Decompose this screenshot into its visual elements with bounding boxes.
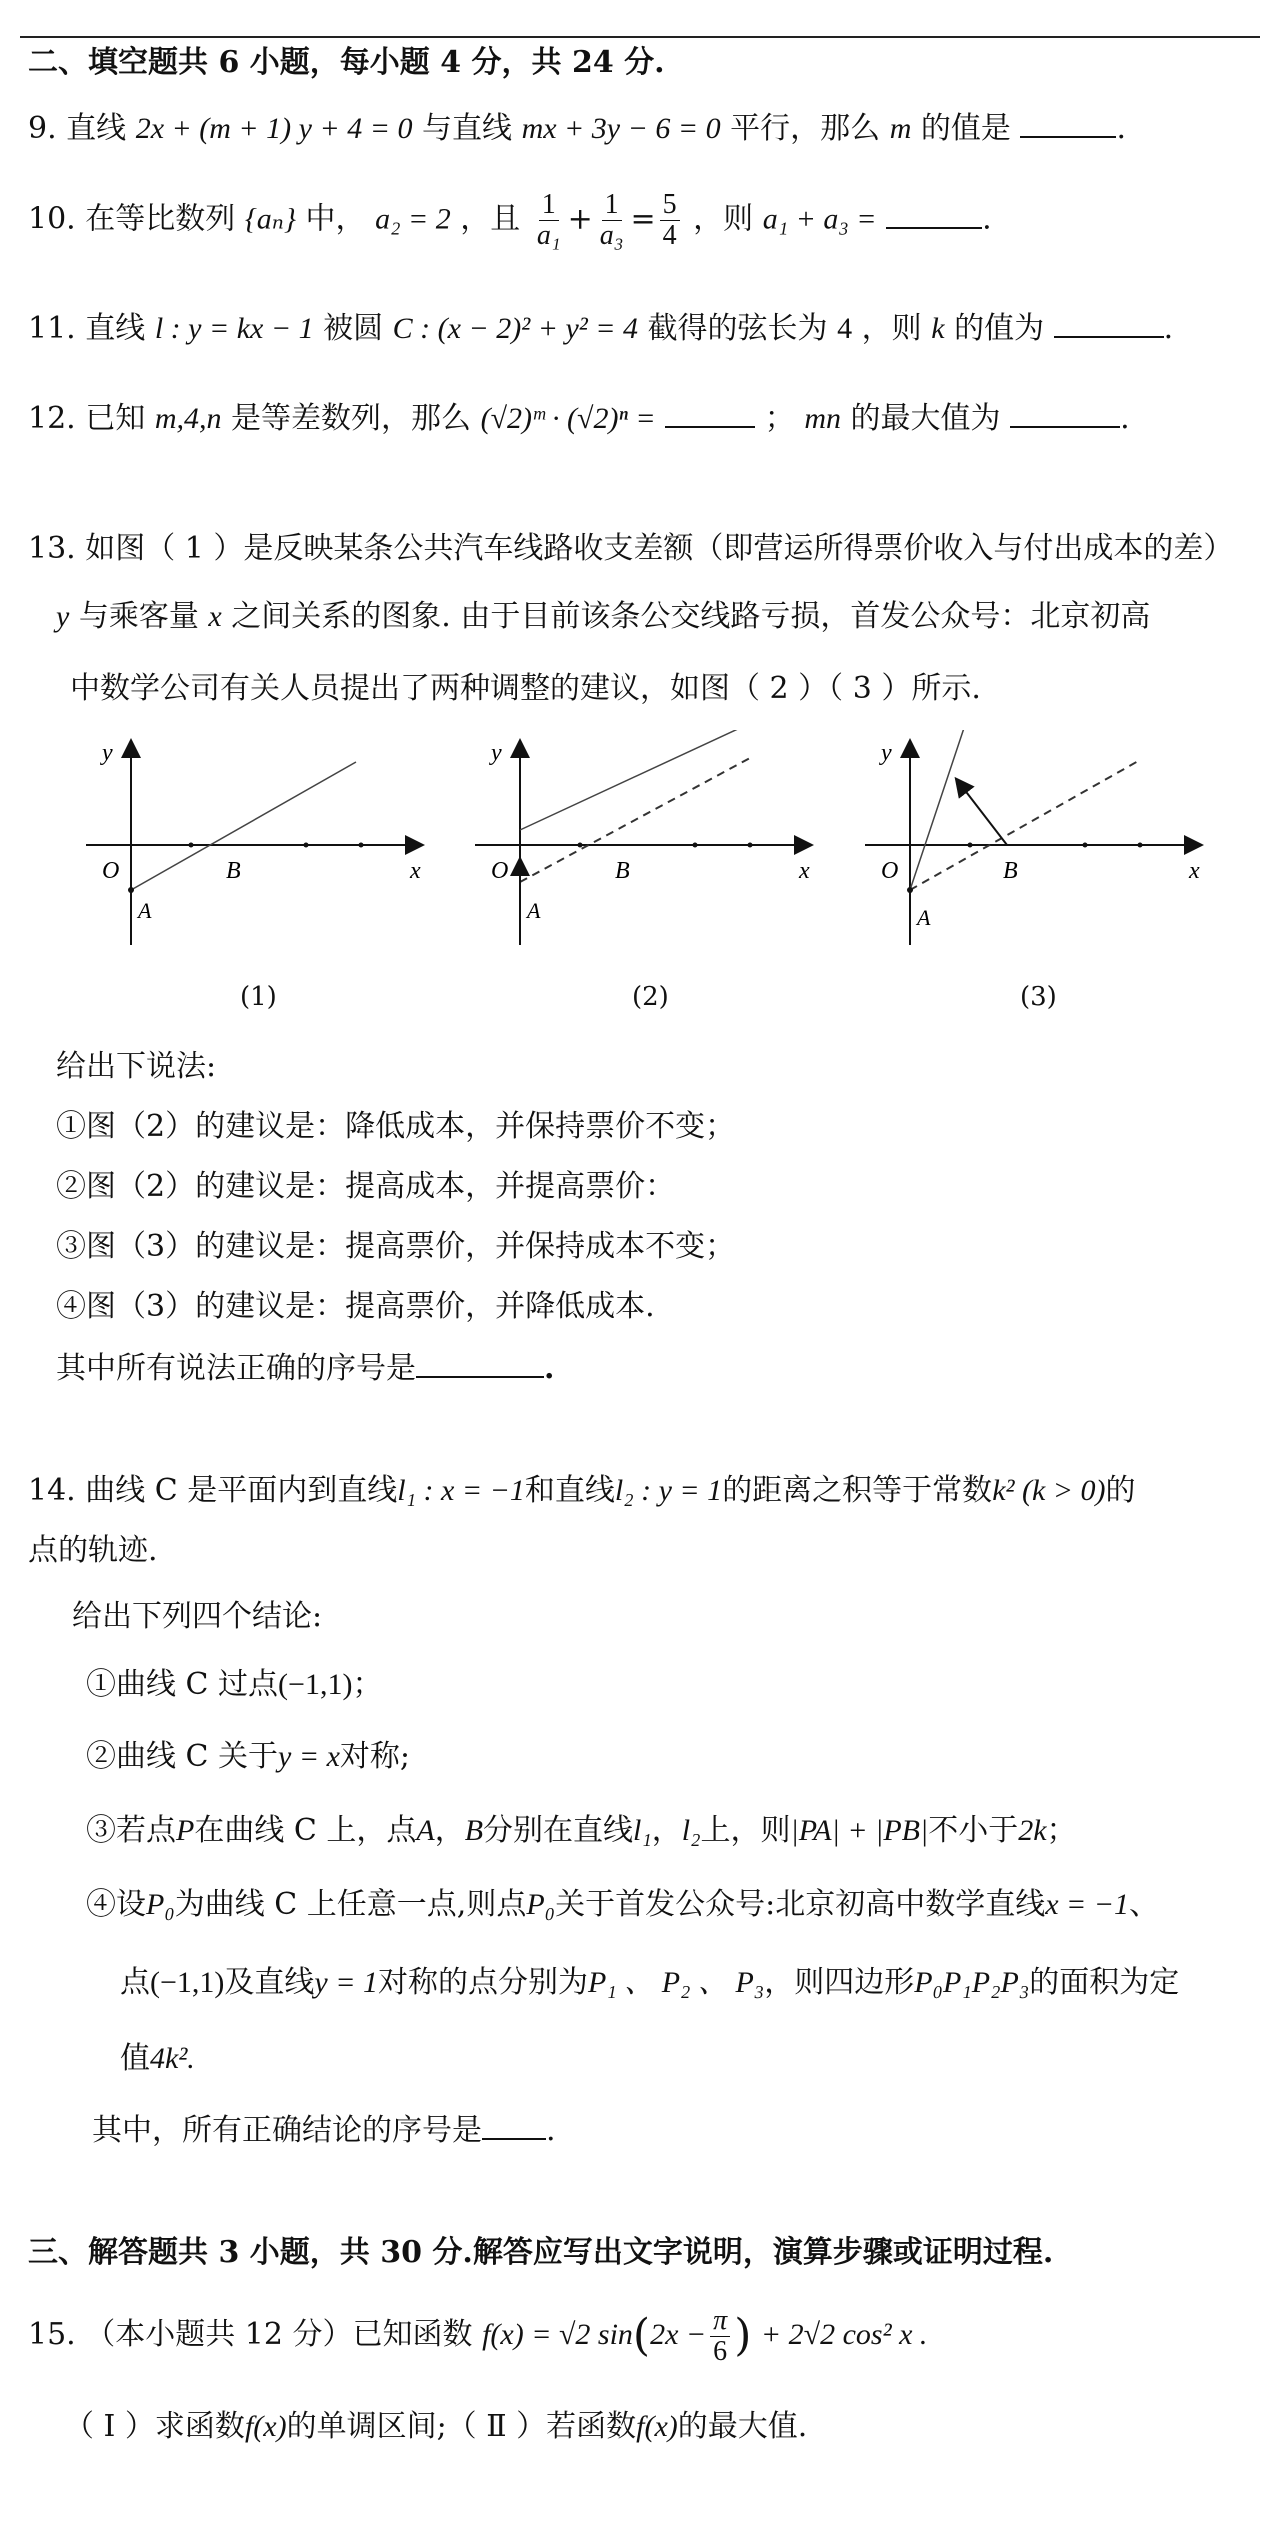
fig3-original-line [910, 760, 1140, 890]
q9-number: 9. [28, 111, 57, 146]
q14-c4-var: P₀ [526, 1888, 556, 1921]
q10-text: 中， [305, 201, 366, 237]
q9-answer-blank[interactable] [1020, 106, 1116, 138]
q14-c4-text: 关于首发公众号:北京初高中数学直线 [555, 1887, 1046, 1922]
q13-text: 如图（ 1 ）是反映某条公共汽车线路收支差额（即营运所得票价收入与付出成本的差） [85, 531, 1234, 566]
q13-answer-blank[interactable] [416, 1346, 544, 1378]
fig2-label-y: y [491, 740, 502, 766]
q14-c3-var: B [464, 1814, 484, 1847]
q14-c4-expr: y = 1 [314, 1966, 378, 1999]
section-3-header: 三、解答题共 3 小题，共 30 分.解答应写出文字说明，演算步骤或证明过程. [28, 2235, 1054, 2270]
q13-text: 之间关系的图象. 由于目前该条公交线路亏损，首发公众号：北京初高 [231, 599, 1151, 634]
q12-expression: (√2)ᵐ · (√2)ⁿ = [480, 402, 656, 435]
q14-conclusion-4-line-1 [86, 1884, 1159, 1926]
q13-period: . [544, 1351, 555, 1386]
q10-given: a₂ = 2 [375, 202, 451, 236]
fig3-label-o: O [881, 858, 899, 884]
q14-text: 和直线 [524, 1473, 615, 1508]
q13-option-4: ④图（3）的建议是：提高票价，并降低成本. [56, 1289, 655, 1324]
q14-c4-area: 4k². [150, 2042, 195, 2075]
q11-text: 的值为 [954, 311, 1045, 346]
q14-c4-points: P₁ 、 P₂ 、 P₃ [587, 1966, 765, 1999]
q12-text: 的最大值为 [850, 401, 1001, 436]
q14-c3-expr: 2k [1018, 1814, 1047, 1847]
q14-text: 曲线 C 是平面内到直线 [85, 1473, 398, 1508]
q14-c2-line: y = x [278, 1740, 340, 1773]
q13-option-1: ①图（2）的建议是：降低成本，并保持票价不变； [56, 1109, 736, 1144]
fig1-label-x: x [410, 858, 421, 884]
q14-c3-var: A [416, 1814, 435, 1847]
q14-c3-var: l₁ [633, 1814, 652, 1847]
q15-function: f(x) = √2 sin [482, 2318, 633, 2351]
q15-function-tail: + 2√2 cos² x . [760, 2318, 928, 2351]
q14-c4-text: 对称的点分别为 [377, 1965, 588, 2000]
q14-c3-text: ， [434, 1813, 465, 1848]
q9-equation-2: mx + 3y − 6 = 0 [521, 112, 721, 145]
q11-answer-blank[interactable] [1054, 306, 1164, 338]
q14-ask-text: 其中，所有正确结论的序号是 [92, 2113, 482, 2148]
q14-c4-var: P₀ [146, 1888, 175, 1921]
q13-ask [56, 1346, 554, 1390]
q14-conclusion-1 [86, 1664, 382, 1706]
q11-text: 直线 [85, 311, 146, 346]
q12-answer-blank-2[interactable] [1010, 396, 1120, 428]
question-13-line-1 [28, 528, 1233, 570]
q11-text: 截得的弦长为 [647, 311, 828, 346]
q14-c2-text: ②曲线 C 关于 [86, 1739, 279, 1774]
fig1-label-y: y [102, 740, 113, 766]
q9-equation-1: 2x + (m + 1) y + 4 = 0 [135, 112, 413, 145]
fig3-label-b: B [1003, 858, 1018, 884]
fig2-new-line [520, 730, 740, 830]
q15-part-text: 的最大值. [677, 2409, 808, 2444]
q11-circle-equation: C : (x − 2)² + y² = 4 [392, 312, 639, 345]
q14-c3-expr: |PA| + |PB| [790, 1814, 929, 1847]
figure-2 [465, 730, 825, 960]
q13-var-y: y [56, 600, 70, 633]
question-10: 10. 在等比数列 {aₙ} 中， a₂ = 2 ，且 $\frac{1}{\text{a₁}}$ + $\frac{1}{\text{a₃}}$ = $\frac{5}{4}$ ，则 a₁ + a₃ = . [28, 189, 992, 251]
fig3-rotation-arrow [957, 780, 1007, 845]
q14-c4-text: 的面积为定 [1029, 1965, 1180, 2000]
q14-text: 的 [1105, 1473, 1136, 1508]
fig3-new-line [910, 730, 965, 890]
q14-c4-expr: x = −1 [1045, 1888, 1130, 1921]
q15-fx: f(x) [244, 2410, 287, 2443]
q14-number: 14. [28, 1473, 76, 1508]
q12-product: mn [804, 402, 841, 435]
q14-c3-var: l₂ [681, 1814, 701, 1847]
fig3-label-y: y [881, 740, 892, 766]
fig2-label-b: B [615, 858, 630, 884]
question-15: 15. （本小题共 12 分）已知函数 f(x) = √2 sin(2x − $\frac{\pi}{6}$ ) + 2√2 cos² x . [28, 2304, 928, 2367]
q13-intro: 给出下说法: [56, 1049, 217, 1084]
q10-sequence: {aₙ} [244, 202, 296, 236]
q14-c3-text: 在曲线 C 上，点 [194, 1813, 417, 1848]
q10-text: ，且 [460, 201, 521, 237]
q10-number: 10. [28, 201, 76, 237]
q10-text: 在等比数列 [85, 201, 236, 237]
q14-intro: 给出下列四个结论: [72, 1599, 323, 1634]
q12-text: ； [764, 401, 795, 436]
q14-c3-text: 分别在直线 [483, 1813, 634, 1848]
fig2-label-o: O [491, 858, 509, 884]
q11-text: ，则 [861, 311, 922, 346]
q14-c2-text: 对称; [339, 1739, 411, 1774]
q12-sequence: m,4,n [154, 402, 222, 435]
question-13-line-2 [56, 596, 1150, 638]
q12-text: 已知 [85, 401, 146, 436]
question-12: 12. 已知 m,4,n 是等差数列，那么 (√2)ᵐ · (√2)ⁿ = ； mn 的最大值为 . [28, 396, 1130, 440]
q15-parts [64, 2406, 807, 2448]
q13-ask-text: 其中所有说法正确的序号是 [56, 1351, 416, 1386]
figure-3 [855, 730, 1215, 960]
q10-ask: a₁ + a₃ = [762, 202, 877, 236]
q14-c3-text: 不小于 [928, 1813, 1019, 1848]
q12-number: 12. [28, 401, 76, 436]
q13-var-x: x [208, 600, 222, 633]
q10-text: ，则 [693, 201, 754, 237]
q12-answer-blank-1[interactable] [665, 396, 755, 428]
q14-conclusion-4-line-2 [120, 1962, 1179, 2004]
q9-text: 直线 [66, 111, 127, 146]
q10-fraction-3: $\frac{5}{4}$ [660, 190, 680, 251]
q14-c4-text: ，则四边形 [764, 1965, 915, 2000]
q14-c1-text: ； [352, 1667, 383, 1702]
q10-fraction-2: $\frac{1}{\text{a₃}}$ [599, 189, 624, 251]
fig1-label-o: O [102, 858, 120, 884]
q13-option-3: ③图（3）的建议是：提高票价，并保持成本不变； [56, 1229, 736, 1264]
q13-option-2: ②图（2）的建议是：提高成本，并提高票价： [56, 1169, 676, 1204]
q14-line-l1: l₁ : x = −1 [397, 1474, 525, 1507]
q14-text: 的距离之积等于常数 [722, 1473, 993, 1508]
q15-part-text: 的单调区间;（ Ⅱ ）若函数 [286, 2409, 637, 2444]
q14-c4-text: 点 [120, 1965, 150, 2000]
fig3-label-a: A [917, 905, 931, 930]
q14-period: . [546, 2113, 556, 2148]
q14-conclusion-3 [86, 1810, 1077, 1852]
q14-c3-text: 上，则 [700, 1813, 791, 1848]
q14-c1-point: (−1,1) [278, 1668, 353, 1701]
q11-chord-length: 4 [837, 312, 853, 345]
question-13-line-3: 中数学公司有关人员提出了两种调整的建议，如图（ 2 ）（ 3 ）所示. [70, 671, 981, 706]
q10-fraction-1: $\frac{1}{\text{a₁}}$ [536, 189, 561, 251]
q14-c4-point: (−1,1) [150, 1966, 225, 1999]
q14-conclusion-4-line-3 [120, 2038, 195, 2080]
question-11: 11. 直线 l : y = kx − 1 被圆 C : (x − 2)² + y² = 4 截得的弦长为 4 ，则 k 的值为 . [28, 306, 1173, 350]
question-9: 9. 直线 2x + (m + 1) y + 4 = 0 与直线 mx + 3y − 6 = 0 平行，那么 m 的值是 . [28, 106, 1126, 150]
q9-text: 与直线 [422, 111, 513, 146]
q9-variable: m [889, 112, 912, 145]
q14-line-l2: l₂ : y = 1 [614, 1474, 723, 1507]
figure-1-caption: (1) [240, 982, 277, 1012]
q14-c3-text: ； [1046, 1813, 1077, 1848]
question-14-line-2: 点的轨迹. [28, 1533, 158, 1568]
q14-c3-var: P [176, 1814, 195, 1847]
q10-answer-blank[interactable] [886, 197, 982, 229]
q15-text: （本小题共 12 分）已知函数 [85, 2317, 473, 2352]
figure-1 [76, 730, 436, 960]
fig1-profit-line [131, 762, 356, 890]
top-rule [20, 36, 1260, 38]
q14-c4-text: 为曲线 C 上任意一点,则点 [174, 1887, 527, 1922]
q13-text: 与乘客量 [78, 599, 199, 634]
q11-line-equation: l : y = kx − 1 [154, 312, 314, 345]
q9-text: 的值是 [920, 111, 1011, 146]
q14-c4-text: 及直线 [224, 1965, 315, 2000]
q13-number: 13. [28, 531, 76, 566]
q12-text: 是等差数列，那么 [231, 401, 472, 436]
q15-number: 15. [28, 2317, 76, 2352]
question-14-line-1 [28, 1470, 1136, 1512]
q15-part-text: （ Ⅰ ）求函数 [64, 2409, 245, 2444]
q9-text: 平行，那么 [730, 111, 881, 146]
q11-number: 11. [28, 311, 76, 346]
q14-answer-blank[interactable] [482, 2108, 546, 2140]
section-2-header: 二、填空题共 6 小题，每小题 4 分，共 24 分. [28, 45, 665, 80]
q15-argument: 2x − [650, 2318, 707, 2351]
q14-c4-text: ④设 [86, 1887, 146, 1922]
q14-c1-text: ①曲线 C 过点 [86, 1667, 279, 1702]
figure-2-caption: (2) [632, 982, 669, 1012]
q14-c4-text: 、 [1129, 1887, 1160, 1922]
figure-3-caption: (3) [1020, 982, 1057, 1012]
q14-c4-quad: P₀P₁P₂P₃ [914, 1966, 1030, 1999]
q14-c4-text: 值 [120, 2041, 150, 2076]
q14-conclusion-2 [86, 1736, 410, 1778]
q14-c3-text: ， [651, 1813, 682, 1848]
fig3-label-x: x [1189, 858, 1200, 884]
q14-constant: k² (k > 0) [992, 1474, 1106, 1507]
fig1-label-a: A [138, 898, 152, 923]
q14-ask [92, 2108, 556, 2152]
fig1-label-b: B [226, 858, 241, 884]
q14-c3-text: ③若点 [86, 1813, 176, 1848]
q15-fx: f(x) [636, 2410, 678, 2443]
q15-pi-fraction: $\frac{\pi}{6}$ [710, 2306, 730, 2367]
q11-text: 被圆 [323, 311, 384, 346]
fig2-label-a: A [527, 898, 541, 923]
q11-variable: k [931, 312, 945, 345]
fig2-label-x: x [799, 858, 810, 884]
